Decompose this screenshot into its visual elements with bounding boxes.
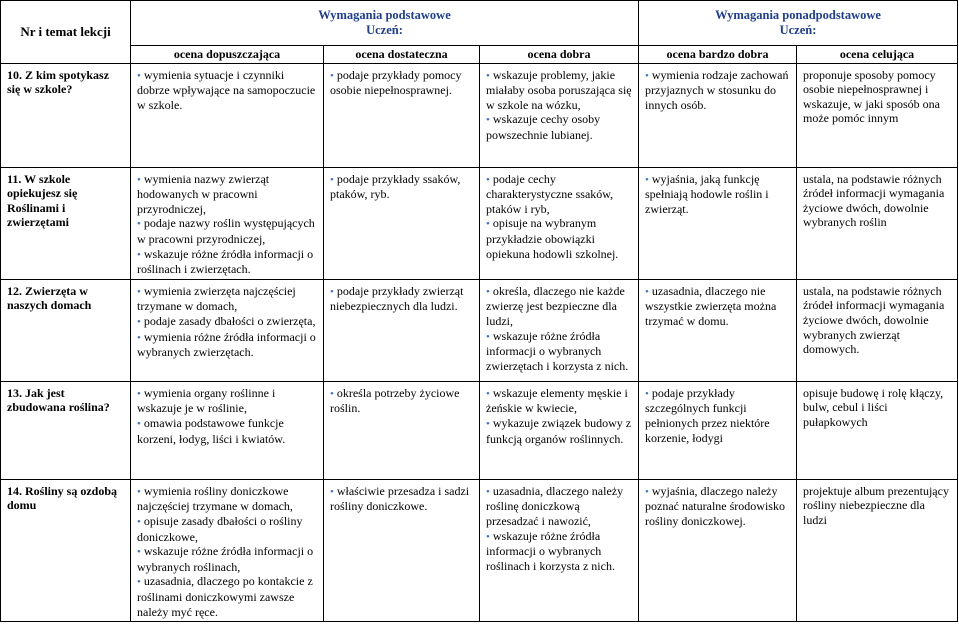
requirement-item: [137, 484, 317, 514]
requirement-text: właściwie przesadza i sadzi rośliny doniczkowe.: [330, 483, 470, 514]
header-row-grades: [1, 46, 958, 64]
bullet-icon: •: [486, 387, 490, 400]
requirement-cell: [324, 381, 480, 479]
requirement-cell: [639, 279, 797, 381]
requirement-text: proponuje sposoby pomocy osobie niepełnosprawnej i wskazuje, w jaki sposób ona może pomóc innym: [803, 67, 940, 126]
bullet-icon: •: [486, 285, 490, 298]
bullet-icon: •: [137, 331, 141, 344]
requirement-text: podaje przykłady ssaków, ptaków, ryb.: [330, 171, 461, 202]
requirement-item: [803, 484, 951, 528]
requirement-text: wymienia sytuacje i czynniki dobrze wpływające na samopoczucie w szkole.: [137, 67, 316, 112]
requirement-cell: [639, 167, 797, 279]
table-row: [1, 381, 958, 479]
requirement-item: [486, 416, 632, 446]
requirement-item: [137, 68, 317, 113]
requirement-item: [330, 172, 473, 202]
requirement-text: podaje przykłady szczególnych funkcji pełnionych przez niektóre korzenie, łodygi: [645, 385, 770, 445]
basic-requirements-title: Wymagania podstawowe: [318, 8, 451, 23]
requirement-text: uzasadnia, dlaczego należy roślinę doniczkową przesadzać i nawozić,: [486, 483, 624, 528]
bullet-icon: •: [486, 69, 490, 82]
requirement-item: [803, 284, 951, 357]
requirement-cell: [797, 63, 958, 167]
bullet-icon: •: [137, 485, 141, 498]
requirement-cell: [797, 479, 958, 621]
requirement-text: wyjaśnia, jaką funkcję spełniają hodowle roślin i zwierząt.: [645, 171, 769, 216]
requirement-text: wskazuje różne źródła informacji o wybranych roślinach,: [137, 544, 314, 574]
requirement-cell: [797, 381, 958, 479]
table-row: [1, 279, 958, 381]
bullet-icon: •: [486, 114, 490, 127]
requirement-item: [330, 68, 473, 98]
bullet-icon: •: [330, 485, 334, 498]
requirement-text: podaje przykłady zwierząt niebezpiecznych dla ludzi.: [330, 283, 464, 314]
requirement-item: [137, 574, 317, 619]
requirement-text: wymienia różne źródła informacji o wybranych zwierzętach.: [137, 329, 316, 360]
table-row: [1, 167, 958, 279]
requirement-item: [645, 484, 790, 529]
requirement-text: wskazuje cechy osoby powszechnie lubianej.: [486, 112, 601, 142]
bullet-icon: •: [137, 315, 141, 328]
grade-header: ocena dobra: [480, 46, 639, 64]
requirement-text: wymienia rodzaje zachowań przyjaznych w stosunku do innych osób.: [645, 67, 789, 112]
requirement-text: wymienia zwierzęta najczęściej trzymane w domach,: [137, 283, 296, 314]
table-row: [1, 63, 958, 167]
requirement-text: uzasadnia, dlaczego po kontakcie z roślinami doniczkowymi zawsze należy myć ręce.: [137, 574, 313, 619]
bullet-icon: •: [137, 285, 141, 298]
requirement-item: [137, 386, 317, 416]
requirement-text: wymienia organy roślinne i wskazuje je w roślinie,: [137, 385, 276, 416]
requirement-cell: [797, 279, 958, 381]
requirement-item: [645, 172, 790, 217]
requirement-item: [803, 386, 951, 430]
requirement-text: ustala, na podstawie różnych źródeł informacji wymagania życiowe dwóch, dowolnie wybranych roślin: [803, 171, 945, 230]
requirement-item: [486, 329, 632, 374]
requirement-cell: [324, 479, 480, 621]
requirement-cell: [131, 479, 324, 621]
requirement-text: projektuje album prezentujący rośliny niebezpieczne dla ludzi: [803, 483, 949, 527]
bullet-icon: •: [137, 387, 141, 400]
grade-header: ocena dopuszczająca: [131, 46, 324, 64]
requirement-item: [137, 416, 317, 446]
bullet-icon: •: [645, 387, 649, 400]
lesson-title: 11. W szkole opiekujesz się Roślinami i zwierzętami: [1, 167, 131, 279]
bullet-icon: •: [645, 485, 649, 498]
grade-header: ocena dostateczna: [324, 46, 480, 64]
bullet-icon: •: [330, 69, 334, 82]
advanced-requirements-title: Wymagania ponadpodstawowe: [715, 8, 881, 23]
bullet-icon: •: [486, 218, 490, 231]
bullet-icon: •: [486, 530, 490, 543]
lesson-title: 14. Rośliny są ozdobą domu: [1, 479, 131, 621]
requirement-item: [330, 284, 473, 314]
requirement-cell: [480, 63, 639, 167]
requirement-text: wymienia rośliny doniczkowe najczęściej trzymane w domach,: [137, 483, 293, 514]
requirement-cell: [131, 167, 324, 279]
requirement-item: [137, 216, 317, 246]
requirement-text: uzasadnia, dlaczego nie wszystkie zwierzęta można trzymać w domu.: [645, 283, 777, 328]
grade-header: ocena celująca: [797, 46, 958, 64]
requirement-cell: [639, 381, 797, 479]
bullet-icon: •: [486, 173, 490, 186]
requirement-text: podaje przykłady pomocy osobie niepełnosprawnej.: [330, 67, 462, 98]
requirement-item: [803, 172, 951, 230]
requirement-text: wskazuje elementy męskie i żeńskie w kwiecie,: [486, 385, 628, 416]
bullet-icon: •: [645, 285, 649, 298]
bullet-icon: •: [486, 485, 490, 498]
requirement-text: wyjaśnia, dlaczego należy poznać naturalne środowisko rośliny doniczkowej.: [645, 483, 785, 528]
bullet-icon: •: [137, 173, 141, 186]
lesson-title: 10. Z kim spotykasz się w szkole?: [1, 63, 131, 167]
header-row-top: [1, 1, 958, 46]
requirement-item: [486, 172, 632, 217]
requirement-text: podaje nazwy roślin występujących w pracowni przyrodniczej,: [137, 216, 315, 246]
lesson-column-label: Nr i temat lekcji: [20, 23, 111, 39]
requirement-item: [486, 68, 632, 113]
requirement-item: [137, 247, 317, 277]
requirement-text: wykazuje związek budowy z funkcją organów roślinnych.: [486, 415, 632, 446]
requirement-item: [486, 529, 632, 574]
requirement-item: [645, 68, 790, 113]
requirement-item: [330, 484, 473, 514]
requirement-item: [486, 112, 632, 142]
requirement-text: wskazuje problemy, jakie miałaby osoba poruszająca się w szkole na wózku,: [486, 67, 632, 112]
requirement-item: [137, 284, 317, 314]
requirement-text: określa, dlaczego nie każde zwierzę jest bezpieczne dla ludzi,: [486, 283, 625, 328]
requirement-item: [645, 386, 790, 445]
requirement-item: [137, 514, 317, 544]
bullet-icon: •: [330, 285, 334, 298]
bullet-icon: •: [330, 173, 334, 186]
requirement-item: [137, 330, 317, 360]
bullet-icon: •: [486, 417, 490, 430]
requirement-cell: [131, 279, 324, 381]
requirement-text: wskazuje różne źródła informacji o wybranych roślinach i korzysta z nich.: [486, 528, 615, 573]
requirement-cell: [324, 167, 480, 279]
basic-requirements-header: [131, 1, 639, 46]
basic-requirements-subtitle: Uczeń:: [366, 23, 403, 37]
requirement-item: [137, 172, 317, 217]
requirement-cell: [131, 381, 324, 479]
requirement-item: [330, 386, 473, 416]
lesson-title: 12. Zwierzęta w naszych domach: [1, 279, 131, 381]
bullet-icon: •: [645, 69, 649, 82]
bullet-icon: •: [486, 330, 490, 343]
table-body: [1, 63, 958, 622]
advanced-requirements-header: [639, 1, 958, 46]
advanced-requirements-subtitle: Uczeń:: [779, 23, 817, 37]
lesson-column-header: [1, 1, 131, 64]
requirement-cell: [797, 167, 958, 279]
requirement-text: ustala, na podstawie różnych źródeł informacji wymagania życiowe dwóch, dowolnie wybranych zwierząt domowych.: [803, 283, 945, 357]
bullet-icon: •: [137, 417, 141, 430]
requirement-cell: [480, 167, 639, 279]
bullet-icon: •: [330, 387, 334, 400]
requirement-text: podaje zasady dbałości o zwierzęta,: [143, 313, 316, 328]
grade-header: ocena bardzo dobra: [639, 46, 797, 64]
requirement-item: [486, 284, 632, 329]
requirement-text: opisuje na wybranym przykładzie obowiązki opiekuna hodowli szkolnej.: [486, 216, 619, 261]
requirement-cell: [324, 279, 480, 381]
requirement-text: opisuje zasady dbałości o rośliny doniczkowe,: [137, 513, 303, 544]
bullet-icon: •: [137, 515, 141, 528]
requirement-cell: [131, 63, 324, 167]
requirement-item: [486, 216, 632, 261]
requirement-text: wskazuje różne źródła informacji o roślinach i zwierzętach.: [137, 246, 314, 277]
requirement-cell: [480, 479, 639, 621]
table-row: [1, 479, 958, 621]
requirement-item: [486, 386, 632, 416]
requirement-text: podaje cechy charakterystyczne ssaków, ptaków i ryb,: [486, 171, 614, 216]
requirement-item: [137, 314, 317, 330]
bullet-icon: •: [645, 173, 649, 186]
requirement-cell: [639, 479, 797, 621]
bullet-icon: •: [137, 576, 141, 589]
requirement-text: wymienia nazwy zwierząt hodowanych w pracowni przyrodniczej,: [137, 171, 270, 216]
requirement-text: omawia podstawowe funkcje korzeni, łodyg, liści i kwiatów.: [137, 415, 286, 446]
bullet-icon: •: [137, 546, 141, 559]
requirement-item: [486, 484, 632, 529]
lesson-title: 13. Jak jest zbudowana roślina?: [1, 381, 131, 479]
bullet-icon: •: [137, 248, 141, 261]
requirement-cell: [324, 63, 480, 167]
requirement-cell: [639, 63, 797, 167]
requirement-text: określa potrzeby życiowe roślin.: [330, 385, 460, 416]
requirement-item: [137, 544, 317, 574]
requirement-text: opisuje budowę i rolę kłączy, bulw, cebul i liści pułapkowych: [803, 385, 944, 429]
requirement-cell: [480, 381, 639, 479]
bullet-icon: •: [137, 218, 141, 231]
requirement-text: wskazuje różne źródła informacji o wybranych zwierzętach i korzysta z nich.: [486, 328, 629, 373]
requirement-item: [803, 68, 951, 126]
requirement-item: [645, 284, 790, 329]
requirement-cell: [480, 279, 639, 381]
bullet-icon: •: [137, 69, 141, 82]
